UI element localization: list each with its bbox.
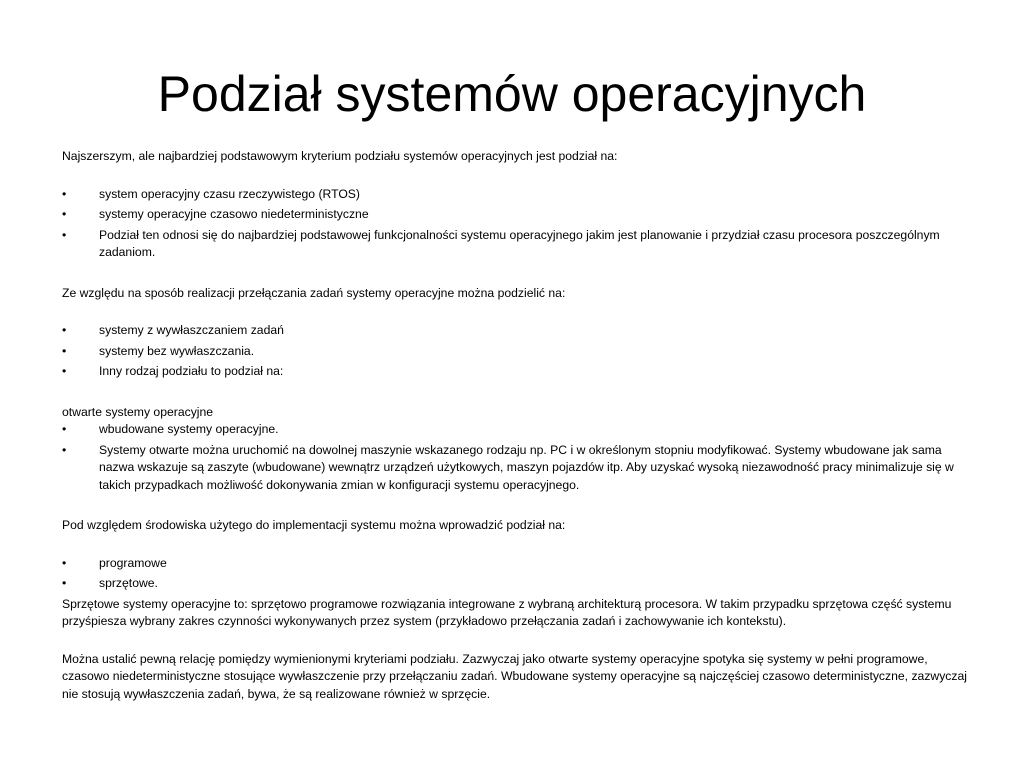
list-item: [62, 442, 972, 495]
bullet-icon: •: [62, 576, 67, 590]
paragraph-implementation-intro: Pod względem środowiska użytego do implementacji systemu można wprowadzić podział na:: [62, 518, 566, 532]
bullet-icon: •: [62, 323, 67, 337]
list-item: [62, 186, 972, 204]
bullet-icon: •: [62, 227, 67, 242]
slide-title: Podział systemów operacyjnych: [157, 66, 867, 122]
list-item-text: Podział ten odnosi się do najbardziej podstawowej funkcjonalności systemu operacyjnego jakim jest planowanie i przydział czasu procesora poszczególnym zadaniom.: [99, 227, 940, 259]
list-item: [62, 363, 972, 381]
list-item: [62, 343, 972, 361]
paragraph-hardware-systems: Sprzętowe systemy operacyjne to: sprzętowo programowe rozwiązania integrowane z wybraną architekturą procesora. W takim przypadku sprzętowa część systemu przyśpiesza wybrany zakres czynności wykonywanych przez system (przykładowo przełączania zadań i zachowywanie ich kontekstu).: [62, 596, 952, 628]
slide-body: [62, 148, 972, 703]
spacer: [62, 631, 972, 651]
list-item-text: wbudowane systemy operacyjne.: [99, 422, 279, 436]
bullet-icon: •: [62, 343, 67, 358]
paragraph-open-systems: otwarte systemy operacyjne: [62, 404, 214, 419]
list-item: [62, 575, 972, 593]
list-item-text: Systemy otwarte można uruchomić na dowolnej maszynie wskazanego rodzaju np. PC i w określonym stopniu modyfikować. Systemy wbudowane jak sama nazwa wskazuje są zaszyte (wbudowane) wewnątrz urządzeń użytkowych, maszyn pojazdów itp. Aby uzyskać wysoką niezawodność pracy minimalizuje się w takich przypadkach możliwość dokonywania zmian w konfiguracji systemu operacyjnego.: [99, 442, 954, 492]
list-item: [62, 421, 972, 439]
bullet-icon: •: [62, 364, 67, 378]
list-item: [62, 322, 972, 340]
list-item-text: systemy operacyjne czasowo niedeterministyczne: [99, 207, 369, 221]
list-item-text: systemy bez wywłaszczania.: [99, 343, 255, 358]
list-item: [62, 227, 972, 262]
bullet-icon: •: [62, 442, 67, 457]
list-item: [62, 206, 972, 224]
paragraph-relation: Można ustalić pewną relację pomiędzy wymienionymi kryteriami podziału. Zazwyczaj jako otwarte systemy operacyjne spotyka się systemy w pełni programowe, czasowo niedeterministyczne stosujące wywłaszczenie przy przełączaniu zadań. Wbudowane systemy operacyjne są najczęściej czasowo deterministyczne, zazwyczaj nie stosują wywłaszczenia zadań, bywa, że są realizowane również w sprzęcie.: [62, 651, 967, 701]
list-item-text: systemy z wywłaszczaniem zadań: [99, 323, 284, 337]
paragraph-preemption-intro: Ze względu na sposób realizacji przełączania zadań systemy operacyjne można podzielić na:: [62, 285, 566, 300]
list-item-text: sprzętowe.: [99, 576, 158, 590]
spacer: [62, 166, 972, 186]
spacer: [62, 384, 972, 404]
spacer: [62, 497, 972, 517]
list-item-text: programowe: [99, 555, 167, 570]
list-item-text: system operacyjny czasu rzeczywistego (RTOS): [99, 186, 360, 201]
bullet-icon: •: [62, 555, 67, 570]
bullet-icon: •: [62, 207, 67, 221]
list-item: [62, 555, 972, 573]
spacer: [62, 265, 972, 285]
bullet-icon: •: [62, 422, 67, 436]
spacer: [62, 535, 972, 555]
spacer: [62, 302, 972, 322]
bullet-icon: •: [62, 186, 67, 201]
list-item-text: Inny rodzaj podziału to podział na:: [99, 364, 284, 378]
paragraph-criterion-intro: Najszerszym, ale najbardziej podstawowym kryterium podziału systemów operacyjnych jest podział na:: [62, 149, 618, 163]
